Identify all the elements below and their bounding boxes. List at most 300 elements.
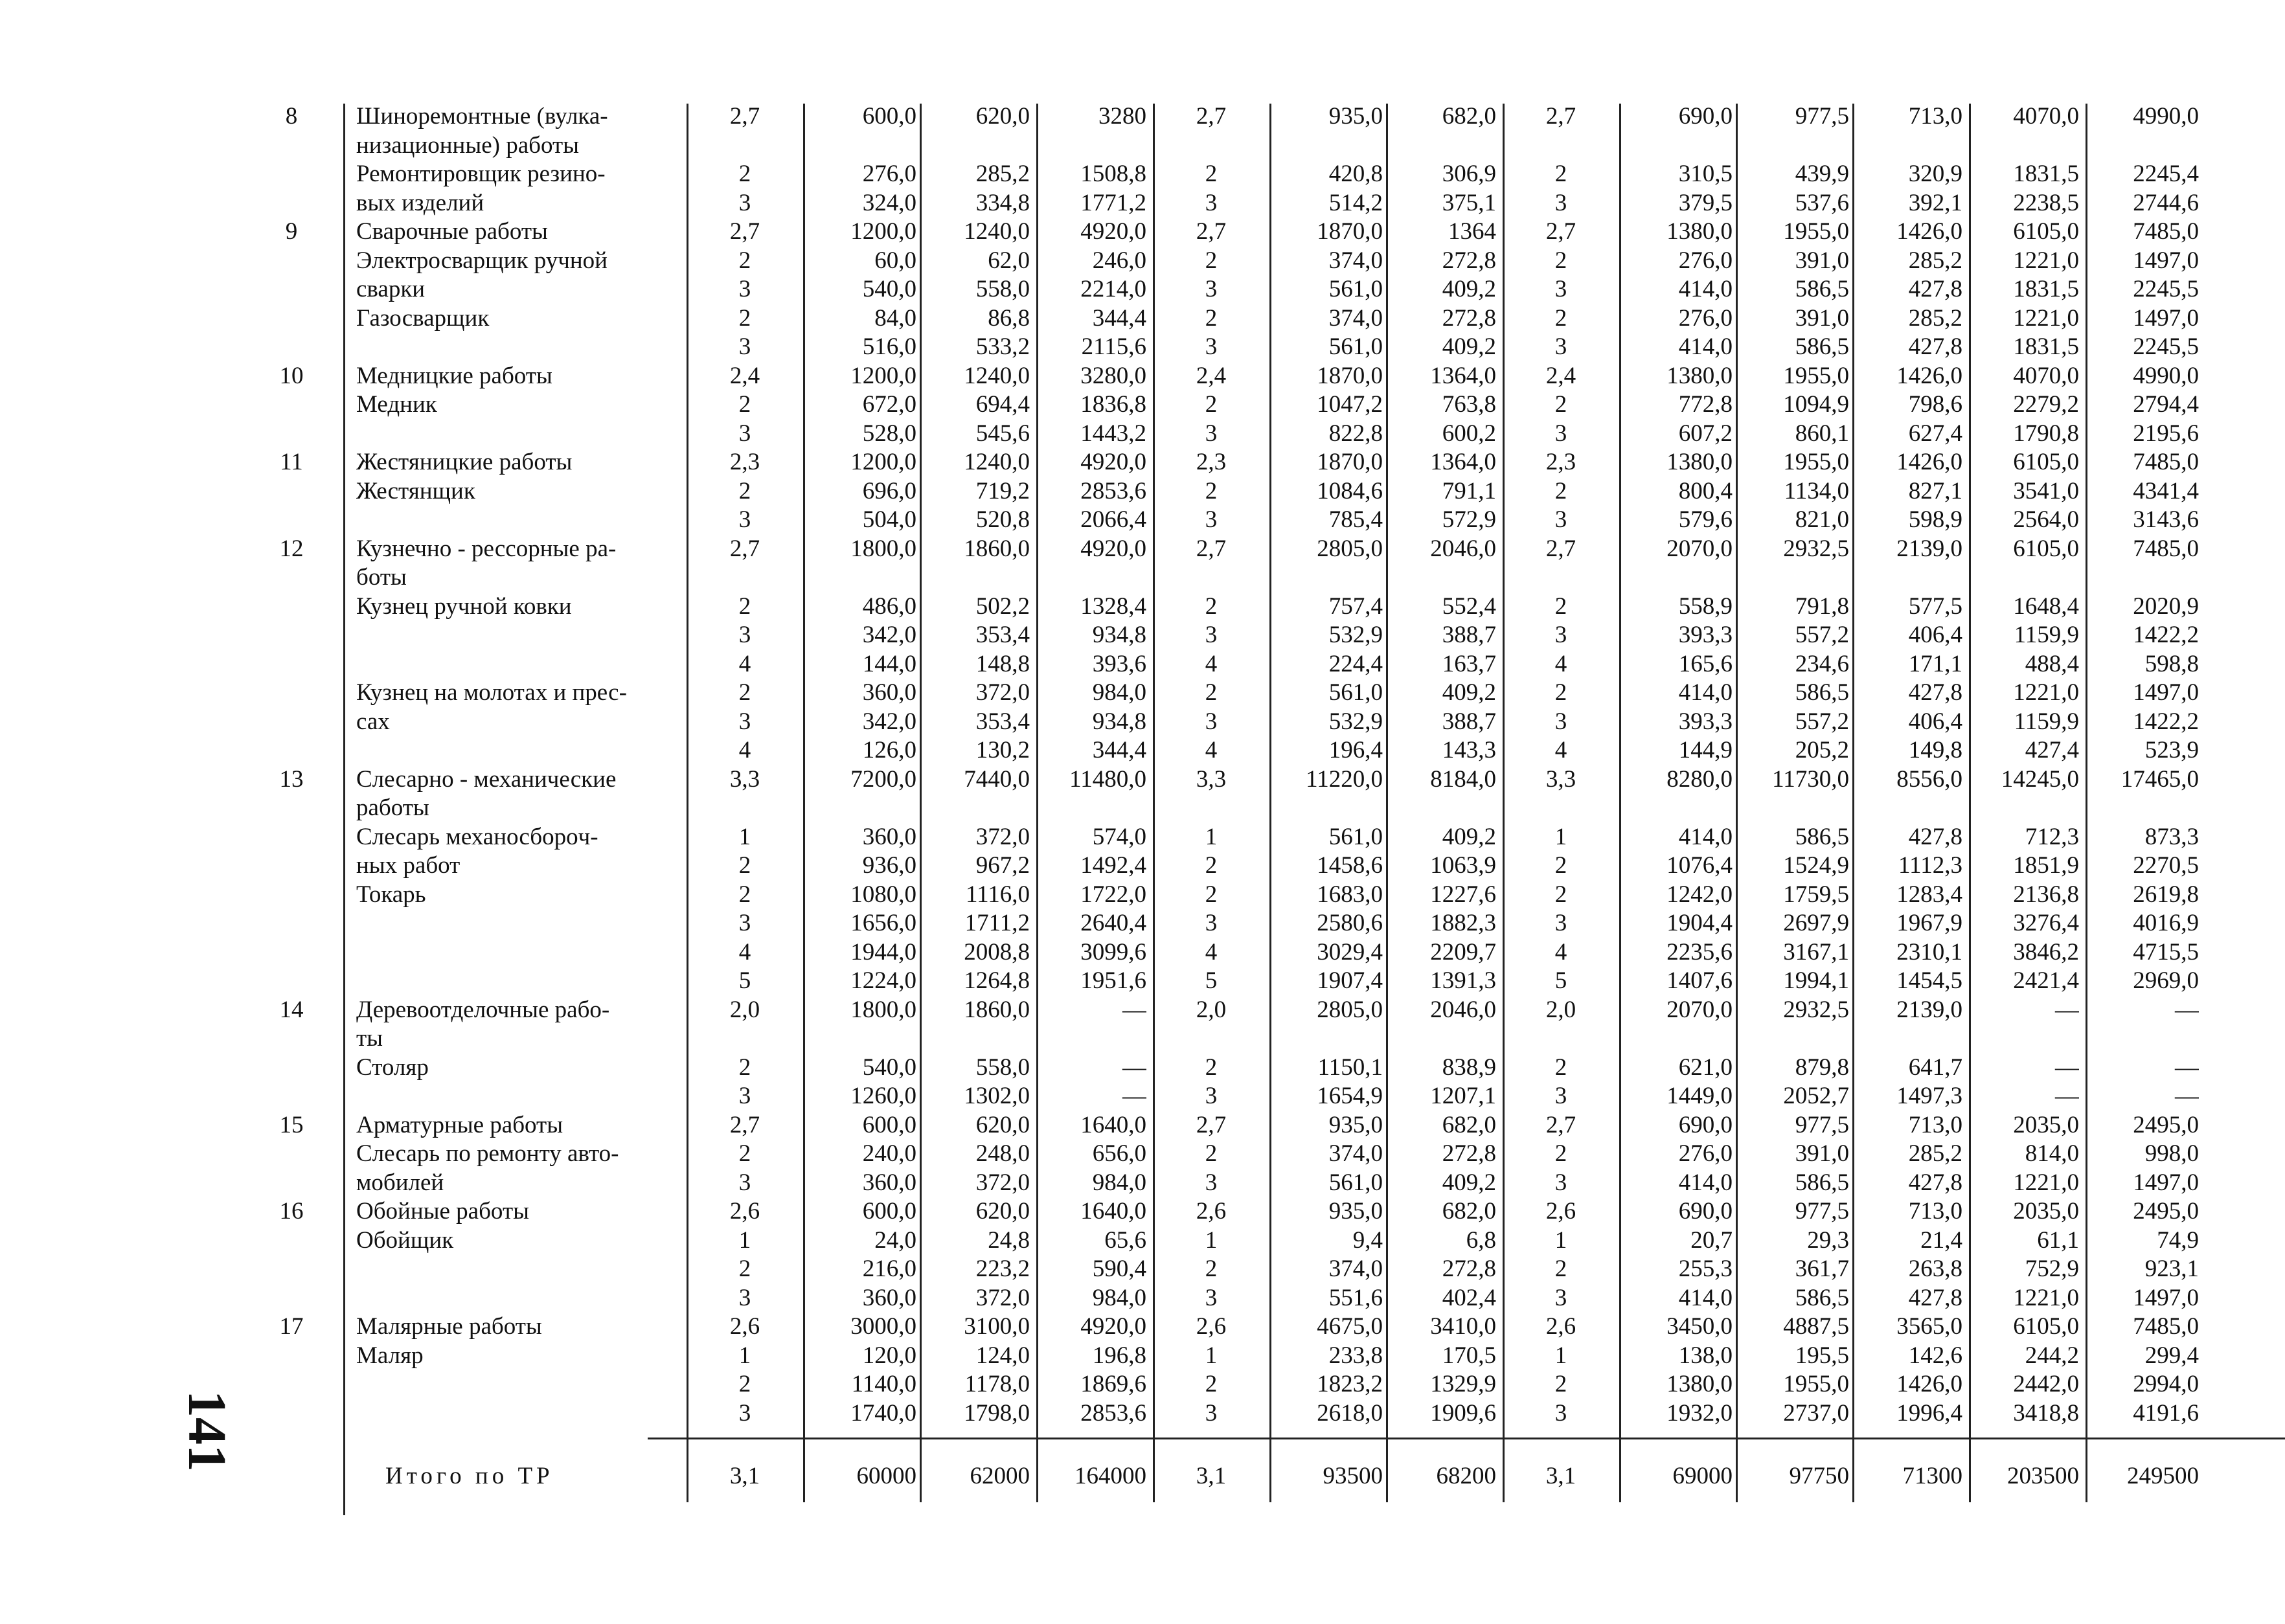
value-cell: 2421,4 (2013, 967, 2079, 994)
total-value-cell: 69000 (1672, 1463, 1733, 1489)
row-number (246, 1370, 337, 1399)
table-row (246, 909, 2202, 938)
value-cell: 557,2 (1795, 708, 1849, 735)
value-cell: 1508,8 (1080, 161, 1146, 187)
value-cell: 1302,0 (964, 1083, 1030, 1109)
row-number (246, 189, 337, 218)
value-cell: 6105,0 (2013, 218, 2079, 245)
value-cell: 694,4 (975, 391, 1030, 418)
value-cell: — (2175, 1083, 2199, 1109)
value-cell: 3 (1554, 1399, 1567, 1427)
value-cell: 1870,0 (1317, 362, 1383, 389)
work-name: Деревоотделочные рабо- (356, 996, 610, 1023)
row-number (246, 1284, 337, 1313)
value-cell (926, 131, 1030, 160)
value-cell: 682,0 (1442, 103, 1496, 130)
value-cell: 2,3 (1545, 449, 1576, 475)
value-cell: 3167,1 (1783, 938, 1849, 965)
table-row (246, 1111, 2202, 1140)
value-cell: 2932,5 (1783, 535, 1849, 562)
table-row (246, 1284, 2202, 1313)
value-cell: 3541,0 (2013, 477, 2079, 504)
value-cell: 3 (738, 1284, 751, 1311)
row-number (246, 1054, 337, 1082)
value-cell: 3 (1205, 189, 1218, 216)
row-number: 10 (279, 362, 304, 389)
value-cell: 2,7 (729, 103, 760, 130)
value-cell: 4920,0 (1080, 449, 1146, 475)
value-cell: 130,2 (975, 737, 1030, 763)
value-cell: 402,4 (1442, 1284, 1496, 1311)
row-number: 16 (279, 1198, 304, 1224)
value-cell: 1648,4 (2013, 592, 2079, 620)
value-cell: 224,4 (1328, 650, 1383, 677)
value-cell: 374,0 (1328, 304, 1383, 332)
value-cell: 1084,6 (1317, 477, 1383, 504)
work-name: сварки (356, 276, 426, 302)
value-cell: 1407,6 (1666, 967, 1733, 994)
value-cell: 998,0 (2144, 1140, 2199, 1167)
value-cell: 391,0 (1795, 1140, 1849, 1167)
total-value-cell: 3,1 (729, 1463, 760, 1489)
value-cell: 1 (1554, 1342, 1567, 1369)
value-cell: 5 (1205, 967, 1218, 994)
value-cell: 2,7 (1196, 1111, 1227, 1138)
value-cell: 372,0 (975, 679, 1030, 706)
value-cell: 342,0 (862, 708, 916, 735)
value-cell: 14245,0 (2001, 765, 2079, 793)
value-cell: 414,0 (1678, 1169, 1733, 1196)
table-row (246, 1255, 2202, 1283)
value-cell: 1640,0 (1080, 1198, 1146, 1224)
value-cell: 2794,4 (2133, 391, 2199, 418)
value-cell: 2 (1205, 1256, 1218, 1282)
work-name (356, 736, 680, 765)
value-cell (1626, 794, 1733, 822)
value-cell: 11730,0 (1772, 765, 1849, 793)
value-cell (1626, 563, 1733, 592)
value-cell: 533,2 (975, 333, 1030, 360)
value-cell: 1996,4 (1896, 1399, 1962, 1427)
value-cell: 3 (1205, 1284, 1218, 1311)
value-cell: 682,0 (1442, 1111, 1496, 1138)
value-cell: 1426,0 (1896, 218, 1962, 245)
value-cell: 2279,2 (2013, 391, 2079, 418)
value-cell: 2,6 (1545, 1313, 1576, 1340)
value-cell: 579,6 (1678, 506, 1733, 533)
row-number (246, 1082, 337, 1111)
value-cell: 406,4 (1908, 708, 1962, 735)
value-cell (2092, 1024, 2199, 1053)
value-cell (1043, 563, 1146, 592)
total-value-cell: 93500 (1323, 1463, 1383, 1489)
table-row (246, 1082, 2202, 1111)
total-label: Итого по ТР (385, 1463, 554, 1489)
value-cell: 821,0 (1795, 506, 1849, 533)
value-cell: 2564,0 (2013, 506, 2079, 533)
table-row (246, 708, 2202, 736)
work-name: работы (356, 795, 429, 821)
row-number (246, 477, 337, 506)
row-number (246, 881, 337, 909)
value-cell: 4191,6 (2133, 1399, 2199, 1427)
work-name: ты (356, 1025, 383, 1052)
value-cell (810, 563, 916, 592)
value-cell: 9,4 (1352, 1226, 1383, 1254)
value-cell: 2 (1205, 247, 1218, 274)
value-cell: 414,0 (1678, 679, 1733, 706)
value-cell: 276,0 (1678, 247, 1733, 274)
value-cell (1975, 1024, 2079, 1053)
value-cell: 1640,0 (1080, 1111, 1146, 1138)
value-cell: 2270,5 (2133, 852, 2199, 879)
value-cell: 3 (1554, 333, 1567, 360)
value-cell: 600,2 (1442, 420, 1496, 447)
value-cell: 2,7 (1545, 535, 1576, 562)
total-value-cell: 249500 (2127, 1463, 2199, 1489)
row-number (246, 736, 337, 765)
value-cell: 360,0 (862, 1169, 916, 1196)
value-cell: 196,8 (1092, 1342, 1146, 1369)
table-row (246, 102, 2202, 131)
value-cell: 1492,4 (1080, 852, 1146, 879)
value-cell: 3 (738, 189, 751, 216)
value-cell: 1851,9 (2013, 852, 2079, 879)
table-row (246, 851, 2202, 880)
value-cell (1975, 794, 2079, 822)
total-value-cell: 3,1 (1545, 1463, 1576, 1489)
value-cell: 5 (738, 967, 751, 994)
value-cell: 719,2 (975, 477, 1030, 504)
value-cell: 757,4 (1328, 592, 1383, 620)
value-cell: 1497,0 (2133, 1169, 2199, 1196)
value-cell: 561,0 (1328, 276, 1383, 302)
value-cell: 2,7 (729, 218, 760, 245)
value-cell: 233,8 (1328, 1342, 1383, 1369)
value-cell: 144,0 (862, 650, 916, 677)
work-name: Малярные работы (356, 1313, 542, 1340)
value-cell: 205,2 (1795, 737, 1849, 763)
value-cell: 1283,4 (1896, 881, 1962, 908)
value-cell: 1800,0 (850, 996, 916, 1023)
value-cell: 285,2 (1908, 1140, 1962, 1167)
value-cell: 272,8 (1442, 1140, 1496, 1167)
total-value-cell: 71300 (1902, 1463, 1962, 1489)
value-cell: 3 (1205, 622, 1218, 648)
value-cell: 814,0 (2025, 1140, 2079, 1167)
value-cell: 272,8 (1442, 304, 1496, 332)
total-value-cell: 68200 (1436, 1463, 1496, 1489)
value-cell: 2442,0 (2013, 1371, 2079, 1397)
value-cell: 360,0 (862, 1284, 916, 1311)
work-name: Медницкие работы (356, 362, 552, 389)
value-cell: 24,8 (988, 1226, 1030, 1254)
value-cell: 4 (1554, 650, 1567, 677)
value-cell: 2 (1205, 1371, 1218, 1397)
value-cell: 656,0 (1092, 1140, 1146, 1167)
work-name: Маляр (356, 1342, 424, 1369)
value-cell: 1159,9 (2014, 622, 2079, 648)
value-cell: 2238,5 (2013, 189, 2079, 216)
work-name (356, 1255, 680, 1283)
value-cell: 1116,0 (965, 881, 1030, 908)
value-cell: 1 (1554, 1226, 1567, 1254)
value-cell: 1955,0 (1783, 362, 1849, 389)
value-cell (1859, 1024, 1962, 1053)
value-cell: 586,5 (1795, 333, 1849, 360)
value-cell: 3 (738, 708, 751, 735)
table-row (246, 333, 2202, 361)
value-cell: 393,3 (1678, 708, 1733, 735)
table-row (246, 1226, 2202, 1255)
value-cell (693, 563, 797, 592)
value-cell: 3 (1205, 276, 1218, 302)
value-cell: 8184,0 (1430, 765, 1496, 793)
value-cell: 552,4 (1442, 592, 1496, 620)
table-row (246, 1169, 2202, 1197)
value-cell: 1882,3 (1430, 910, 1496, 936)
value-cell: 272,8 (1442, 1256, 1496, 1282)
value-cell: 299,4 (2144, 1342, 2199, 1369)
value-cell: 414,0 (1678, 276, 1733, 302)
value-cell: 165,6 (1678, 650, 1733, 677)
value-cell: 2932,5 (1783, 996, 1849, 1023)
value-cell: 934,8 (1092, 622, 1146, 648)
row-number (246, 160, 337, 188)
value-cell: 2 (738, 304, 751, 332)
value-cell: 1955,0 (1783, 1371, 1849, 1397)
value-cell: 272,8 (1442, 247, 1496, 274)
value-cell: 24,0 (874, 1226, 916, 1254)
value-cell: 2,6 (729, 1198, 760, 1224)
value-cell: 2744,6 (2133, 189, 2199, 216)
value-cell (1393, 563, 1496, 592)
value-cell (1043, 794, 1146, 822)
value-cell: 1654,9 (1317, 1083, 1383, 1109)
value-cell: 17465,0 (2120, 765, 2199, 793)
value-cell: 977,5 (1795, 103, 1849, 130)
value-cell: 310,5 (1678, 161, 1733, 187)
table-row (246, 1197, 2202, 1226)
value-cell: 2035,0 (2013, 1198, 2079, 1224)
value-cell: 1800,0 (850, 535, 916, 562)
value-cell: 3 (1554, 1169, 1567, 1196)
value-cell: 1426,0 (1896, 362, 1962, 389)
value-cell: 1759,5 (1783, 881, 1849, 908)
value-cell: 2 (1554, 304, 1567, 332)
value-cell: 572,9 (1442, 506, 1496, 533)
value-cell: 713,0 (1908, 1111, 1962, 1138)
value-cell: 170,5 (1442, 1342, 1496, 1369)
row-number (246, 708, 337, 736)
value-cell: 439,9 (1795, 161, 1849, 187)
value-cell: 3099,6 (1080, 938, 1146, 965)
value-cell: 4 (738, 650, 751, 677)
row-number (246, 1226, 337, 1255)
value-cell: 4 (1554, 737, 1567, 763)
value-cell: 800,4 (1678, 477, 1733, 504)
value-cell (1742, 131, 1849, 160)
value-cell: 216,0 (862, 1256, 916, 1282)
value-cell: 1449,0 (1666, 1083, 1733, 1109)
value-cell: 873,3 (2144, 823, 2199, 850)
value-cell (1276, 794, 1383, 822)
value-cell: 372,0 (975, 1284, 1030, 1311)
value-cell: 2 (738, 1054, 751, 1081)
value-cell: 255,3 (1678, 1256, 1733, 1282)
value-cell: 276,0 (862, 161, 916, 187)
value-cell: 388,7 (1442, 622, 1496, 648)
value-cell: 414,0 (1678, 1284, 1733, 1311)
value-cell: 2 (1554, 1256, 1567, 1282)
value-cell: 2580,6 (1317, 910, 1383, 936)
value-cell: 1200,0 (850, 362, 916, 389)
value-cell: 1771,2 (1080, 189, 1146, 216)
value-cell: 586,5 (1795, 823, 1849, 850)
work-name (356, 506, 680, 534)
value-cell: 984,0 (1092, 1284, 1146, 1311)
value-cell: — (2175, 1054, 2199, 1081)
row-number (246, 563, 337, 592)
value-cell (1742, 563, 1849, 592)
value-cell: 2 (1554, 161, 1567, 187)
value-cell: 374,0 (1328, 247, 1383, 274)
value-cell: 246,0 (1092, 247, 1146, 274)
value-cell: 1221,0 (2013, 1284, 2079, 1311)
value-cell (693, 131, 797, 160)
total-row (246, 1450, 2202, 1502)
value-cell: 2245,4 (2133, 161, 2199, 187)
value-cell: 2 (738, 1256, 751, 1282)
value-cell: 1426,0 (1896, 1371, 1962, 1397)
value-cell: 1870,0 (1317, 449, 1383, 475)
value-cell: 1076,4 (1666, 852, 1733, 879)
value-cell: 61,1 (2037, 1226, 2079, 1254)
value-cell: 6105,0 (2013, 535, 2079, 562)
value-cell: 713,0 (1908, 1198, 1962, 1224)
value-cell: 3565,0 (1896, 1313, 1962, 1340)
value-cell: 620,0 (975, 103, 1030, 130)
value-cell: 8556,0 (1896, 765, 1962, 793)
value-cell: 2046,0 (1430, 535, 1496, 562)
work-name: Слесарь по ремонту авто- (356, 1140, 619, 1167)
value-cell (1159, 131, 1263, 160)
value-cell: 1904,4 (1666, 910, 1733, 936)
value-cell: 1909,6 (1430, 1399, 1496, 1427)
value-cell (693, 794, 797, 822)
value-cell: 967,2 (975, 852, 1030, 879)
value-cell: 3000,0 (850, 1313, 916, 1340)
row-number: 11 (280, 449, 303, 475)
table-row (246, 592, 2202, 621)
value-cell: 827,1 (1908, 477, 1962, 504)
row-number (246, 506, 337, 534)
value-cell: 4990,0 (2133, 103, 2199, 130)
value-cell: 244,2 (2025, 1342, 2079, 1369)
value-cell: 2495,0 (2133, 1198, 2199, 1224)
value-cell (1975, 563, 2079, 592)
work-name: Токарь (356, 881, 426, 908)
work-name: Жестяницкие работы (356, 449, 573, 475)
value-cell: 2139,0 (1896, 535, 1962, 562)
value-cell: 374,0 (1328, 1140, 1383, 1167)
value-cell: 2 (1205, 161, 1218, 187)
table-row (246, 362, 2202, 390)
value-cell: 3 (738, 276, 751, 302)
table-row (246, 304, 2202, 333)
value-cell: 4070,0 (2013, 103, 2079, 130)
table-row (246, 938, 2202, 967)
value-cell: 2 (1554, 1140, 1567, 1167)
value-cell: 391,0 (1795, 247, 1849, 274)
table-row (246, 881, 2202, 909)
value-cell: 3,3 (1545, 765, 1576, 793)
value-cell: 682,0 (1442, 1198, 1496, 1224)
value-cell: 7485,0 (2133, 218, 2199, 245)
value-cell: 935,0 (1328, 103, 1383, 130)
value-cell: 561,0 (1328, 679, 1383, 706)
value-cell: 3 (1205, 1399, 1218, 1427)
table-row (246, 390, 2202, 419)
value-cell: 4920,0 (1080, 1313, 1146, 1340)
value-cell: 1224,0 (850, 967, 916, 994)
value-cell: 4715,5 (2133, 938, 2199, 965)
value-cell: 1836,8 (1080, 391, 1146, 418)
value-cell: 427,4 (2025, 737, 2079, 763)
value-cell (1393, 794, 1496, 822)
value-cell: 171,1 (1908, 650, 1962, 677)
value-cell: 1240,0 (964, 218, 1030, 245)
value-cell: 598,9 (1908, 506, 1962, 533)
row-number (246, 592, 337, 621)
value-cell: 2 (738, 161, 751, 187)
value-cell: 2,4 (1196, 362, 1227, 389)
value-cell: 2,7 (729, 1111, 760, 1138)
value-cell: 2 (738, 1140, 751, 1167)
table-row (246, 823, 2202, 851)
work-name: Сварочные работы (356, 218, 548, 245)
value-cell: 2,0 (729, 996, 760, 1023)
value-cell: 1422,2 (2133, 622, 2199, 648)
value-cell: 3450,0 (1666, 1313, 1733, 1340)
value-cell (1742, 794, 1849, 822)
value-cell: 392,1 (1908, 189, 1962, 216)
table-row (246, 1140, 2202, 1168)
value-cell: 62,0 (988, 247, 1030, 274)
value-cell (1159, 794, 1263, 822)
work-name (356, 420, 680, 448)
value-cell: 984,0 (1092, 1169, 1146, 1196)
row-number (246, 621, 337, 649)
value-cell: 409,2 (1442, 1169, 1496, 1196)
value-cell: 2139,0 (1896, 996, 1962, 1023)
work-name: Кузнец на молотах и прес- (356, 679, 627, 706)
value-cell: 620,0 (975, 1111, 1030, 1138)
table-row (246, 679, 2202, 707)
value-cell: 2,6 (1196, 1198, 1227, 1224)
value-cell (810, 131, 916, 160)
row-number (246, 938, 337, 967)
value-cell: 2 (1554, 477, 1567, 504)
value-cell: 2052,7 (1783, 1083, 1849, 1109)
value-cell: 1140,0 (851, 1371, 916, 1397)
value-cell: — (1122, 1054, 1146, 1081)
row-number: 13 (279, 765, 304, 793)
value-cell: 772,8 (1678, 391, 1733, 418)
value-cell (1043, 131, 1146, 160)
value-cell: 1497,0 (2133, 304, 2199, 332)
work-name (356, 938, 680, 967)
